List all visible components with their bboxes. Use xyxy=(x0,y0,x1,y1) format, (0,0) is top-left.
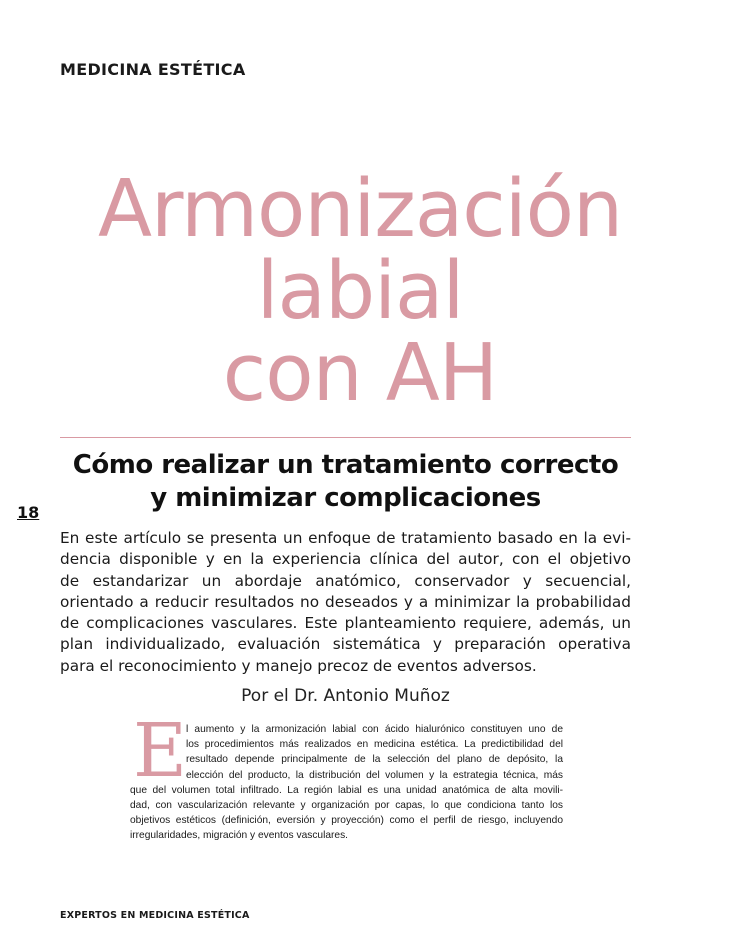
title-line: labial xyxy=(256,245,464,337)
body-line: que del volumen total infiltrado. La región labial es una unidad anatómica de alta movili- xyxy=(130,784,563,796)
body-line: objetivos estéticos (definición, eversión y proyección) como el perfil de riesgo, incluyendo xyxy=(130,815,563,827)
article-subtitle xyxy=(40,449,651,515)
intro-line: En este artículo se presenta un enfoque de tratamiento basado en la evi- xyxy=(60,529,631,547)
body-line: dad, con vascularización relevante y organización por capas, lo que condiciona tanto los xyxy=(130,800,563,812)
subtitle-line: y minimizar complicaciones xyxy=(150,483,541,513)
title-line: con AH xyxy=(222,327,498,419)
author-byline: Por el Dr. Antonio Muñoz xyxy=(241,686,450,706)
title-divider xyxy=(60,437,631,438)
intro-line: orientado a reducir resultados no deseados y a minimizar la probabilidad xyxy=(60,592,631,611)
publication-footer: EXPERTOS EN MEDICINA ESTÉTICA xyxy=(60,910,250,921)
body-line: los procedimientos más realizados en medicina estética. La predictibilidad del xyxy=(186,739,563,751)
intro-line: para el reconocimiento y manejo precoz de eventos adversos. xyxy=(60,656,537,675)
section-label: MEDICINA ESTÉTICA xyxy=(60,60,246,79)
intro-line: de complicaciones vasculares. Este planteamiento requiere, además, un xyxy=(60,614,631,633)
body-line: elección del producto, la distribución del volumen y la estrategia técnica, más xyxy=(186,769,563,781)
intro-line: de estandarizar un abordaje anatómico, conservador y secuencial, xyxy=(60,571,631,590)
article-title xyxy=(40,163,680,419)
body-line: l aumento y la armonización labial con ácido hialurónico constituyen uno de xyxy=(186,724,563,735)
intro-paragraph xyxy=(60,528,631,677)
page-number: 18 xyxy=(17,503,40,522)
body-paragraph xyxy=(130,722,563,844)
body-line: irregularidades, migración y eventos vasculares. xyxy=(130,830,349,842)
intro-line: dencia disponible y en la experiencia clínica del autor, con el objetivo xyxy=(60,550,631,569)
intro-line: plan individualizado, evaluación sistemática y preparación operativa xyxy=(60,635,631,654)
subtitle-line: Cómo realizar un tratamiento correcto xyxy=(72,450,619,480)
drop-cap: E xyxy=(133,708,188,794)
title-line: Armonización xyxy=(97,163,623,255)
body-line: resultado depende principalmente de la selección del plano de depósito, la xyxy=(186,754,563,766)
